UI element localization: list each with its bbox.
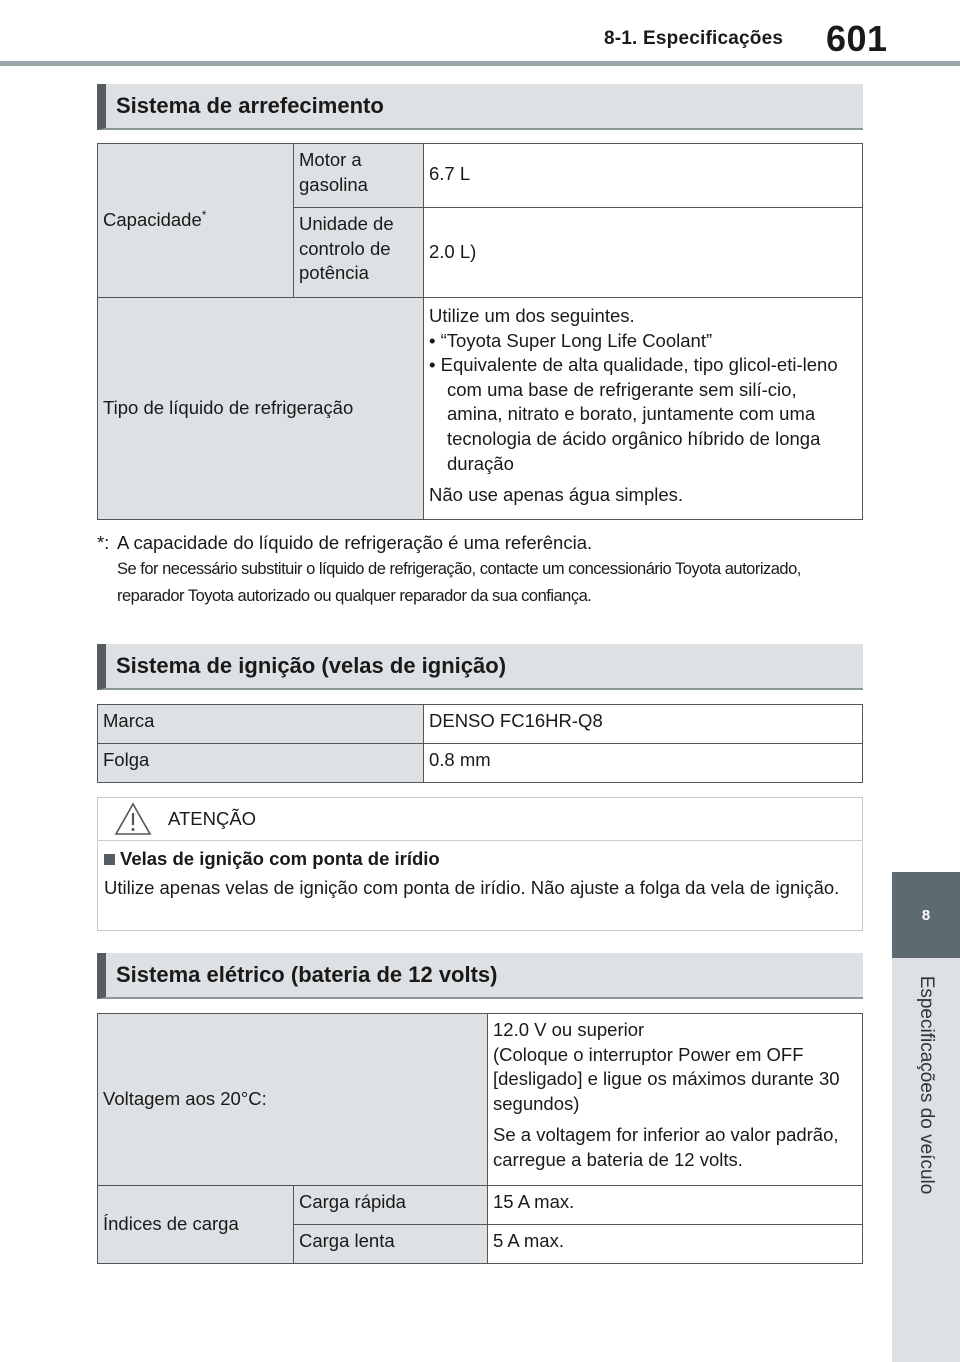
coolant-intro: Utilize um dos seguintes. — [429, 305, 635, 326]
cooling-table — [97, 143, 863, 520]
coolant-note: Não use apenas água simples. — [429, 484, 684, 506]
table-row — [98, 144, 863, 208]
section-title-cooling: Sistema de arrefecimento — [97, 84, 863, 130]
charge-label: Índices de carga — [98, 1186, 294, 1264]
capacity-footnote-mark: * — [201, 208, 207, 223]
ignition-value: 0.8 mm — [424, 744, 863, 783]
ignition-value: DENSO FC16HR-Q8 — [424, 705, 863, 744]
coolant-type-label: Tipo de líquido de refrigeração — [98, 298, 424, 520]
voltage-value-cell — [488, 1014, 863, 1186]
capacity-value: 6.7 L — [424, 144, 863, 208]
charge-value: 5 A max. — [488, 1225, 863, 1264]
ignition-label: Marca — [98, 705, 424, 744]
capacity-value: 2.0 L) — [424, 208, 863, 298]
caution-title: ATENÇÃO — [168, 808, 257, 829]
footnote-mark: *: — [97, 532, 110, 553]
section-title-electrical: Sistema elétrico (bateria de 12 volts) — [97, 953, 863, 999]
capacity-label-cell — [98, 144, 294, 298]
cooling-footnote — [97, 530, 863, 610]
caution-text: Utilize apenas velas de ignição com ponta de irídio. Não ajuste a folga da vela de ignição. — [104, 877, 840, 899]
caution-box — [97, 797, 863, 931]
warning-triangle-icon — [114, 802, 152, 836]
chapter-tab-label: Especificações do veículo — [916, 975, 937, 1195]
chapter-heading: 8-1. Especificações — [604, 28, 784, 49]
footnote-detail: Se for necessário substituir o líquido de refrigeração, contacte um concessionário Toyota autorizado, reparador Toyota autorizado ou qualquer reparador da sua confiança. — [117, 559, 801, 606]
header-divider — [0, 61, 960, 66]
electrical-table — [97, 1013, 863, 1264]
charge-value: 15 A max. — [488, 1186, 863, 1225]
charge-sub-label: Carga lenta — [294, 1225, 488, 1264]
voltage-note: Se a voltagem for inferior ao valor padrão, carregue a bateria de 12 volts. — [493, 1124, 839, 1170]
page-number: 601 — [826, 18, 888, 59]
coolant-type-value — [424, 298, 863, 520]
ignition-table — [97, 704, 863, 783]
list-item: • Equivalente de alta qualidade, tipo glicol-eti-leno com uma base de refrigerante sem silí-cio, amina, nitrato e borato, juntamente com uma tecnologia de ácido orgânico híbrido de longa duração — [429, 354, 838, 474]
charge-sub-label: Carga rápida — [294, 1186, 488, 1225]
capacity-sub-label: Unidade de controlo de potência — [294, 208, 424, 298]
caution-header — [98, 798, 862, 841]
capacity-sub-label: Motor a gasolina — [294, 144, 424, 208]
ignition-label: Folga — [98, 744, 424, 783]
square-bullet-icon — [104, 854, 115, 865]
table-row — [98, 705, 863, 744]
table-row — [98, 1186, 863, 1225]
chapter-tab[interactable]: 8 — [892, 872, 960, 958]
caution-subtitle: Velas de ignição com ponta de irídio — [120, 848, 440, 869]
capacity-label: Capacidade — [103, 209, 202, 231]
voltage-label: Voltagem aos 20°C: — [98, 1014, 488, 1186]
footnote-text: A capacidade do líquido de refrigeração é uma referência. — [117, 532, 593, 553]
list-item: • “Toyota Super Long Life Coolant” — [429, 329, 713, 351]
table-row — [98, 744, 863, 783]
voltage-value: 12.0 V ou superior (Coloque o interruptor Power em OFF [desligado] e ligue os máximos durante 30 segundos) — [493, 1019, 840, 1114]
table-row — [98, 298, 863, 520]
table-row — [98, 1014, 863, 1186]
coolant-options — [429, 329, 857, 477]
section-title-ignition: Sistema de ignição (velas de ignição) — [97, 644, 863, 690]
